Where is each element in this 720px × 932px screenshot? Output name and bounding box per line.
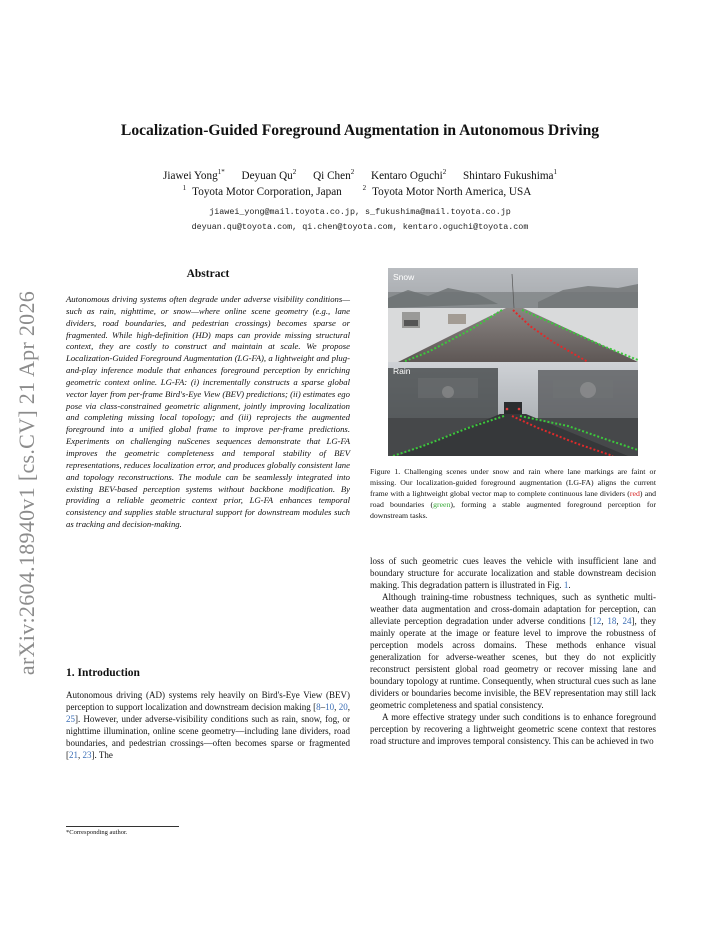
right-column-body <box>370 555 656 747</box>
abstract-body: Autonomous driving systems often degrade under adverse visibility conditions—such as rain, nighttime, or snow—where online scene geometry (e.g., lane dividers, road boundaries, and pedestrian crossings) becomes sparse or fragmented. While high-definition (HD) maps can provide missing structural context, they are costly to construct and maintain at scale. We propose Localization-Guided Foreground Augmentation (LG-FA), a lightweight and plug-and-play inference module that enhances foreground perception by enriching geometric context online. LG-FA: (i) incrementally constructs a sparse global vector layer from per-frame Bird's-Eye View (BEV) predictions; (ii) estimates ego pose via class-constrained geometric alignment, jointly improving localization and completing missing local topology; and (iii) reprojects the augmented foreground into a unified global frame to improve per-frame predictions. Experiments on challenging nuScenes sequences demonstrate that LG-FA improves the geometric completeness and temporal stability of BEV representations, reduces localization error, and produces globally consistent lane and topology reconstructions. The module can be seamlessly integrated into existing BEV-based perception systems without backbone modification. By providing a reliable geometric context prior, LG-FA enhances temporal consistency and supplies stable structural support for downstream modules such as tracking and decision-making. <box>66 294 350 530</box>
author: Kentaro Oguchi$^2$ <box>370 168 447 182</box>
abstract-heading: Abstract <box>186 268 230 280</box>
snow-label: Snow <box>393 272 415 282</box>
citation-link[interactable]: 10 <box>325 702 335 712</box>
snow-scene-image <box>388 268 638 362</box>
citation-link[interactable]: 23 <box>82 750 92 760</box>
arxiv-stamp: arXiv:2604.18940v1 [cs.CV] 21 Apr 2026 <box>14 290 39 676</box>
rain-scene-image <box>388 362 638 456</box>
citation-link[interactable]: 24 <box>622 616 632 626</box>
email-line: deyuan.qu@toyota.com, qi.chen@toyota.com, kentaro.oguchi@toyota.com <box>191 222 529 232</box>
author: Qi Chen$^2$ <box>313 168 355 182</box>
author: Jiawei Yong$^{1*}$ <box>163 168 225 182</box>
paragraph: Although training-time robustness techniques, such as synthetic multi-weather data augmentation and cross-domain adaptation for perception, can alleviate perception degradation under adverse conditions [12, 18, 24], they mainly operate at the image or feature level to improve the robustness of perception models across domains. These methods enhance visual generalization for adverse-weather scenes, but they do not explicitly reconstruct persistent global road geometry or recover missing lane and boundary topology at runtime. Consequently, when structural cues such as lane dividers or boundaries become invisible, the BEV representation may still lack geometric completeness and spatial consistency. <box>370 592 657 710</box>
affiliations <box>0 186 720 198</box>
paragraph: loss of such geometric cues leaves the vehicle with insufficient lane and boundary structure for accurate localization and stable downstream decision making. This degradation pattern is illustrated in Fig. 1. <box>370 556 656 590</box>
author: Deyuan Qu$^2$ <box>241 168 297 182</box>
affiliation: $^1$ Toyota Motor Corporation, Japan <box>182 184 342 198</box>
figure-ref-link[interactable]: 1 <box>563 580 569 590</box>
author-list <box>0 170 720 182</box>
rain-label: Rain <box>393 366 411 376</box>
figure-1 <box>388 268 638 456</box>
citation-link[interactable]: 20 <box>338 702 348 712</box>
paragraph: A more effective strategy under such conditions is to enhance foreground perception by recovering a lightweight geometric scene context that restores road structure and improves temporal consistency. This can be achieved in two <box>370 712 656 746</box>
citation-link[interactable]: 18 <box>607 616 617 626</box>
citation-link[interactable]: 12 <box>592 616 602 626</box>
affiliation: $^2$ Toyota Motor North America, USA <box>362 184 532 198</box>
citation-link[interactable]: 21 <box>69 750 78 760</box>
footnote-rule <box>66 826 179 827</box>
section-heading-introduction: 1. Introduction <box>66 667 140 679</box>
paper-title: Localization-Guided Foreground Augmentation in Autonomous Driving <box>120 122 600 139</box>
citation-link[interactable]: 25 <box>66 714 75 724</box>
introduction-paragraph: Autonomous driving (AD) systems rely heavily on Bird's-Eye View (BEV) perception to support localization and downstream decision making [8–10, 20, 25]. However, under adverse-visibility conditions such as rain, snow, fog, or nighttime illumination, online scene geometry—including lane dividers, road boundaries, and pedestrian crossings—often becomes sparse or fragmented [21, 23]. The <box>66 690 351 760</box>
citation-link[interactable]: 8 <box>316 702 321 712</box>
footnote: *Corresponding author. <box>66 829 128 836</box>
author: Shintaro Fukushima$^1$ <box>463 168 557 182</box>
email-line: jiawei_yong@mail.toyota.co.jp, s_fukushima@mail.toyota.co.jp <box>209 207 511 217</box>
figure-caption: Figure 1. Challenging scenes under snow and rain where lane markings are faint or missing. Our localization-guided foreground augmentation (LG-FA) aligns the current frame with a lightweight global vector map to complete continuous lane dividers (red) and road boundaries (green), forming a stable augmented foreground perception for downstream tasks. <box>370 467 656 520</box>
